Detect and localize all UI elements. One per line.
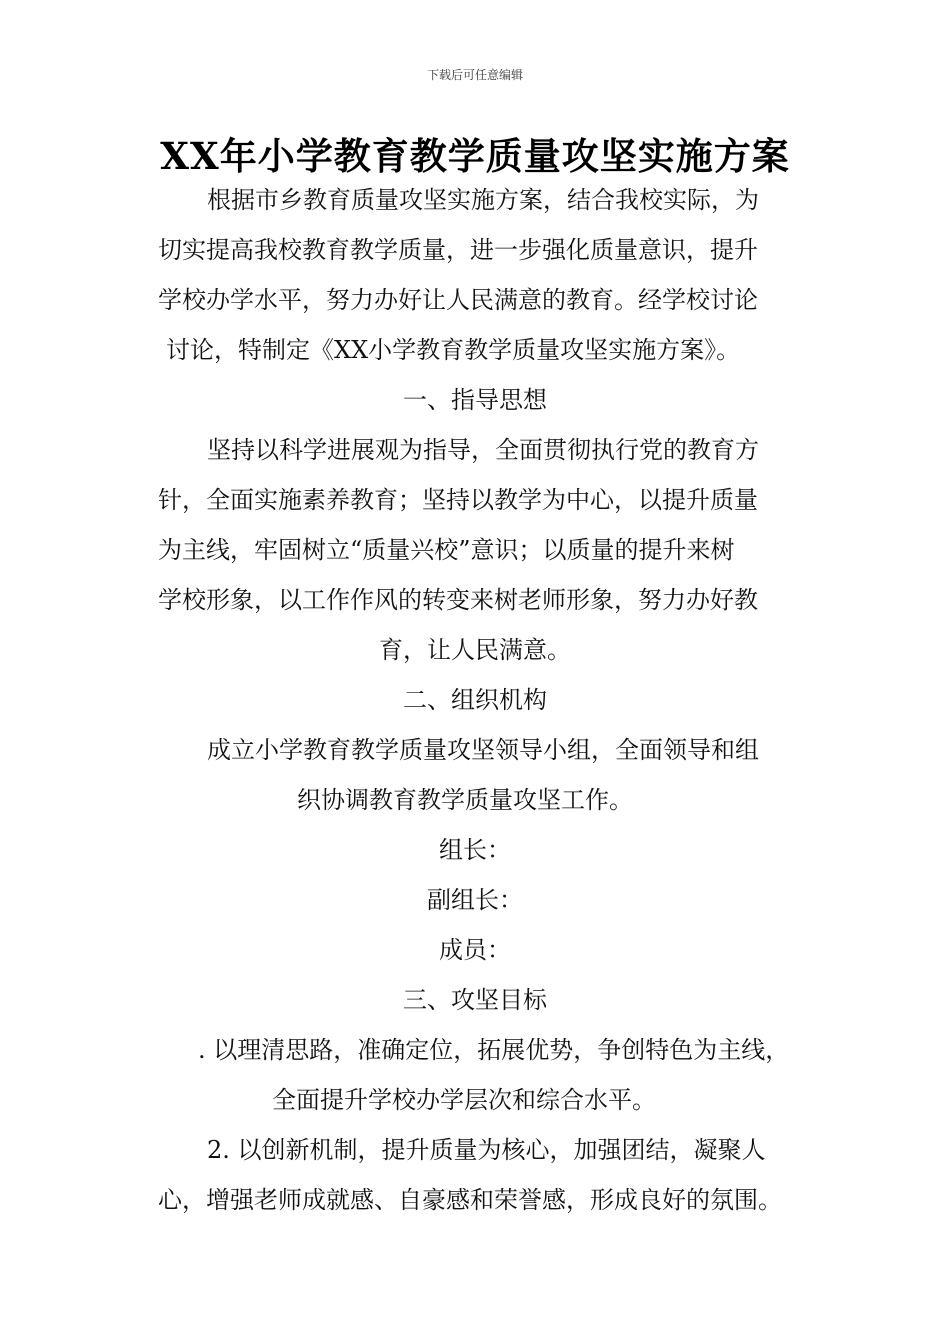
document-title: XX年小学教育教学质量攻坚实施方案 xyxy=(160,134,790,178)
section2-line-1: 成立小学教育教学质量攻坚领导小组，全面领导和组 xyxy=(207,736,759,764)
section1-line-1: 坚持以科学进展观为指导，全面贯彻执行党的教育方 xyxy=(207,436,759,464)
intro-line-3: 学校办学水平，努力办好让人民满意的教育。经学校讨论 xyxy=(158,286,758,314)
section1-line-5: 育，让人民满意。 xyxy=(379,636,571,664)
section2-line-2: 织协调教育教学质量攻坚工作。 xyxy=(297,786,633,814)
section3-line-1: . 以理清思路，准确定位，拓展优势，争创特色为主线， xyxy=(198,1036,790,1064)
section3-line-4: 心，增强老师成就感、自豪感和荣誉感，形成良好的氛围。 xyxy=(158,1186,782,1214)
section3-line-2: 全面提升学校办学层次和综合水平。 xyxy=(272,1086,656,1114)
group-leader-label: 组长： xyxy=(439,836,511,864)
deputy-leader-label: 副组长： xyxy=(427,886,523,914)
section-heading-organization: 二、组织机构 xyxy=(403,686,547,714)
intro-line-4: 讨论，特制定《XX小学教育教学质量攻坚实施方案》。 xyxy=(166,336,741,364)
members-label: 成员： xyxy=(439,936,511,964)
intro-line-1: 根据市乡教育质量攻坚实施方案，结合我校实际，为 xyxy=(207,186,759,214)
section1-line-2: 针，全面实施素养教育；坚持以教学为中心，以提升质量 xyxy=(158,486,758,514)
section-heading-guiding-ideology: 一、指导思想 xyxy=(403,386,547,414)
intro-line-2: 切实提高我校教育教学质量，进一步强化质量意识，提升 xyxy=(158,236,758,264)
section1-line-4: 学校形象，以工作作风的转变来树老师形象，努力办好教 xyxy=(158,586,758,614)
header-note: 下载后可任意编辑 xyxy=(426,68,523,82)
section-heading-goals: 三、攻坚目标 xyxy=(403,986,547,1014)
section3-line-3: 2. 以创新机制，提升质量为核心，加强团结，凝聚人 xyxy=(207,1136,766,1164)
section1-line-3: 为主线，牢固树立“质量兴校”意识；以质量的提升来树 xyxy=(158,536,735,564)
